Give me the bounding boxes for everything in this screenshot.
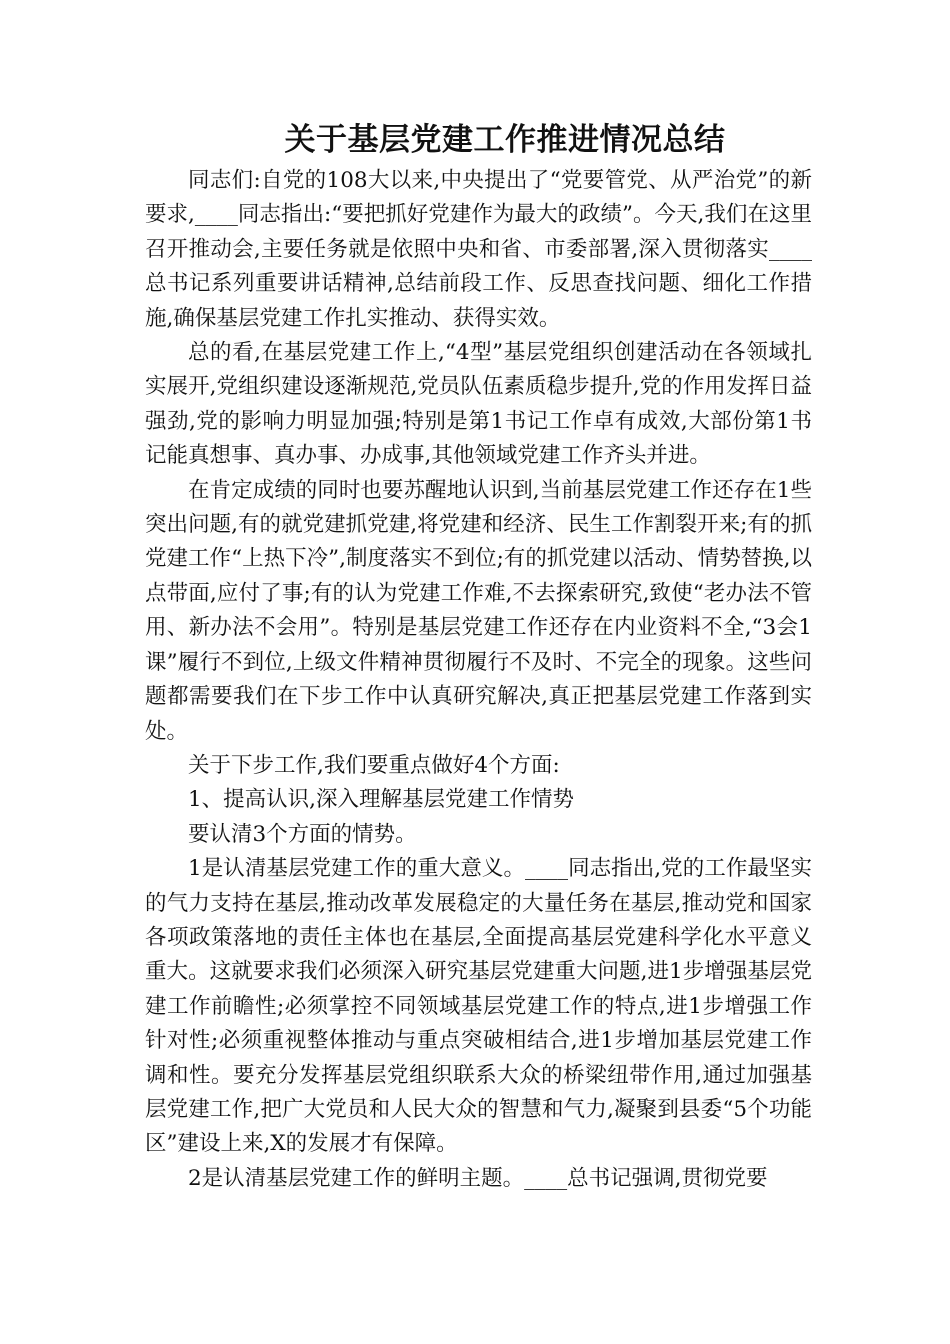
paragraph-next-steps-intro: 关于下步工作,我们要重点做好4个方面: <box>188 752 560 778</box>
paragraph-three-aspects: 要认清3个方面的情势。 <box>188 821 417 847</box>
paragraph-significance: 1是认清基层党建工作的重大意义。____同志指出,党的工作最坚实的气力支持在基层,推动改革发展稳定的大量任务在基层,推动党和国家各项政策落地的责任主体也在基层,全面提高基层党建科学化水平意义重大。这就要求我们必须深入研究基层党建重大问题,进1步增强基层党建工作前瞻性;必须掌控不同领域基层党建工作的特点,进1步增强工作针对性;必须重视整体推动与重点突破相结合,进1步增加基层党建工作调和性。要充分发挥基层党组织联系大众的桥梁纽带作用,通过加强基层党建工作,把广大党员和人民大众的智慧和气力,凝聚到县委“5个功能区”建设上来,X的发展才有保障。 <box>145 856 812 1157</box>
paragraph-opening: 同志们:自党的108大以来,中央提出了“党要管党、从严治党”的新要求,____同志指出:“要把抓好党建作为最大的政绩”。今天,我们在这里召开推动会,主要任务就是依照中央和省、市委部署,深入贯彻落实____总书记系列重要讲话精神,总结前段工作、反思查找问题、细化工作措施,确保基层党建工作扎实推动、获得实效。 <box>145 168 812 331</box>
document-title: 关于基层党建工作推进情况总结 <box>284 122 726 158</box>
paragraph-problems: 在肯定成绩的同时也要苏醒地认识到,当前基层党建工作还存在1些突出问题,有的就党建抓党建,将党建和经济、民生工作割裂开来;有的抓党建工作“上热下冷”,制度落实不到位;有的抓党建以活动、情势替换,以点带面,应付了事;有的认为党建工作难,不去探索研究,致使“老办法不管用、新办法不会用”。特别是基层党建工作还存在内业资料不全,“3会1课”履行不到位,上级文件精神贯彻履行不及时、不完全的现象。这些问题都需要我们在下步工作中认真研究解决,真正把基层党建工作落到实处。 <box>145 477 812 744</box>
paragraph-theme: 2是认清基层党建工作的鲜明主题。____总书记强调,贯彻党要 <box>188 1165 768 1191</box>
section-heading-1: 1、提高认识,深入理解基层党建工作情势 <box>188 787 575 813</box>
document-body <box>145 164 812 1196</box>
paragraph-achievements: 总的看,在基层党建工作上,“4型”基层党组织创建活动在各领域扎实展开,党组织建设逐渐规范,党员队伍素质稳步提升,党的作用发挥日益强劲,党的影响力明显加强;特别是第1书记工作卓有成效,大部份第1书记能真想事、真办事、办成事,其他领域党建工作齐头并进。 <box>145 340 812 469</box>
